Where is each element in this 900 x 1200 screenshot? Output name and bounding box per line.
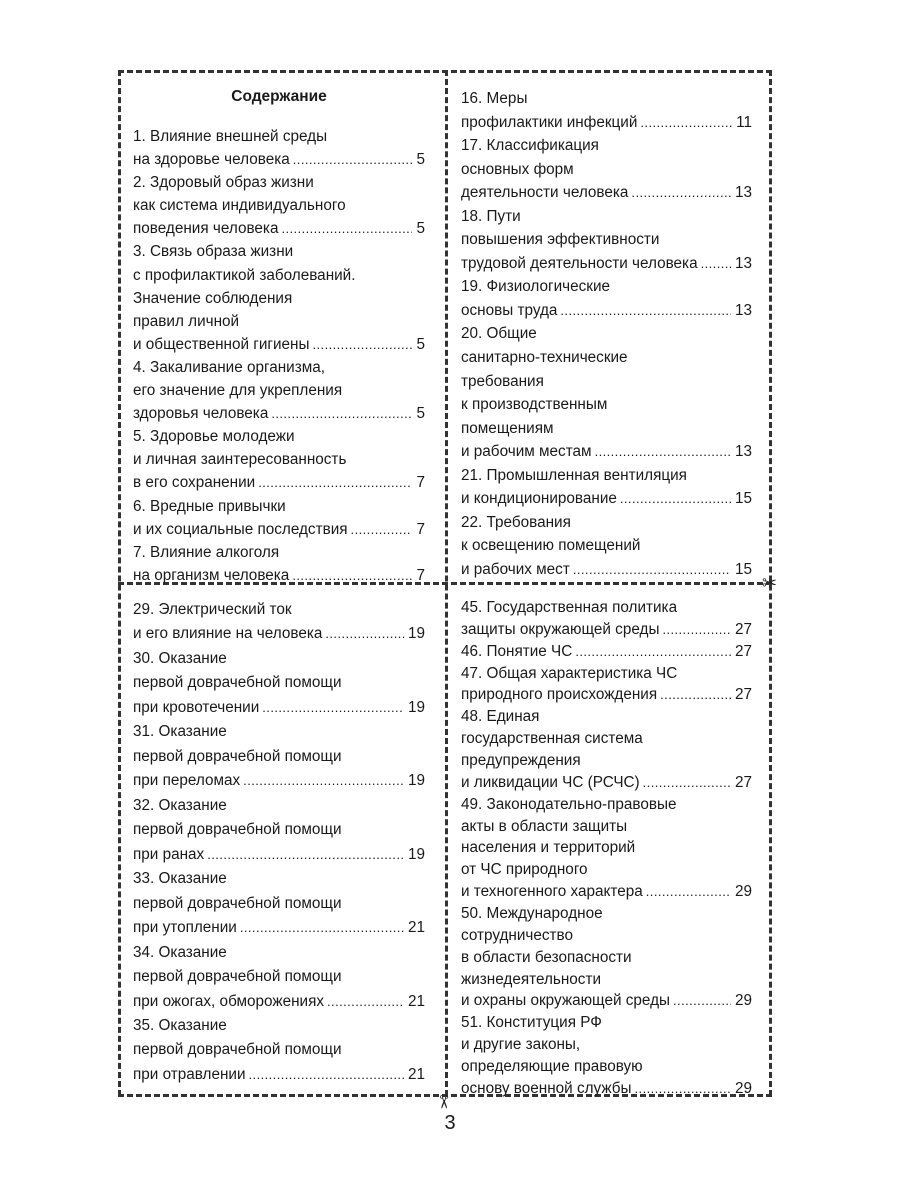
toc-entry-line: с профилактикой заболеваний. (133, 266, 356, 284)
dot-leader (258, 471, 412, 494)
toc-entry-text: и кондиционирование (461, 490, 617, 508)
toc-entry-text: на здоровье человека (133, 151, 290, 169)
toc-entry-line: населения и территорий (461, 839, 636, 857)
dot-leader (271, 402, 412, 425)
toc-list-bottom-right (461, 597, 752, 1100)
toc-entry-last-line (461, 558, 752, 582)
toc-entry (461, 641, 752, 663)
toc-page-number: 5 (416, 220, 425, 238)
toc-entry-line: повышения эффективности (461, 231, 660, 249)
toc-entry-line: 51. Конституция РФ (461, 1014, 602, 1032)
toc-entry-last-line (133, 916, 425, 940)
toc-entry-line: 2. Здоровый образ жизни (133, 174, 314, 192)
toc-entry-line: 22. Требования (461, 513, 571, 531)
toc-entry (133, 125, 425, 171)
toc-entry-last-line (133, 1063, 425, 1087)
toc-entry-line: его значение для укрепления (133, 382, 343, 400)
toc-entry-line: 5. Здоровье молодежи (133, 428, 295, 446)
toc-entry-last-line (461, 684, 752, 706)
toc-page-number: 27 (734, 620, 752, 638)
toc-entry-line: требования (461, 372, 544, 390)
toc-entry (461, 511, 752, 582)
toc-entry-line: 1. Влияние внешней среды (133, 128, 328, 145)
toc-entry-line: 18. Пути (461, 207, 521, 225)
toc-entry-last-line (133, 217, 425, 240)
toc-entry-text: при ранах (133, 845, 205, 863)
toc-entry-line: первой доврачебной помощи (133, 747, 342, 765)
cell-top-right (461, 87, 752, 581)
toc-entry-text: основы труда (461, 301, 558, 319)
toc-entry (461, 706, 752, 793)
toc-entry-last-line (461, 181, 752, 205)
toc-entry-last-line (133, 564, 425, 587)
toc-entry-text: и его влияние на человека (133, 625, 323, 643)
toc-page-number: 7 (416, 566, 425, 584)
toc-page-number: 15 (734, 490, 752, 508)
toc-entry-text: природного происхождения (461, 686, 658, 704)
dot-leader (240, 916, 404, 940)
toc-entry-line: акты в области защиты (461, 817, 628, 835)
toc-entry-line: 47. Общая характеристика ЧС (461, 664, 678, 682)
dot-leader (662, 619, 731, 641)
toc-entry (133, 647, 425, 720)
toc-page-number: 27 (734, 773, 752, 791)
toc-entry-last-line (133, 148, 425, 171)
toc-page-number: 29 (734, 1079, 752, 1097)
toc-entry-last-line (461, 881, 752, 903)
toc-entry (133, 356, 425, 425)
dot-leader (281, 217, 412, 240)
cell-bottom-left (133, 598, 425, 1087)
toc-page-number: 27 (734, 642, 752, 660)
toc-entry-last-line (133, 843, 425, 867)
toc-entry (461, 134, 752, 205)
toc-entry-line: 50. Международное (461, 905, 603, 923)
toc-entry-line: 4. Закаливание организма, (133, 358, 326, 376)
toc-entry-text: и техногенного характера (461, 883, 643, 901)
dot-leader (243, 769, 404, 793)
dot-leader (631, 181, 731, 205)
toc-page-number: 29 (734, 992, 752, 1010)
toc-entry-line: и другие законы, (461, 1036, 581, 1054)
toc-entry (133, 425, 425, 494)
toc-entry-last-line (133, 333, 425, 356)
toc-page-number: 27 (734, 686, 752, 704)
dot-leader (635, 1078, 731, 1100)
toc-entry-text: трудовой деятельности человека (461, 254, 698, 272)
toc-entry-text: профилактики инфекций (461, 113, 638, 131)
toc-entry-line: сотрудничество (461, 926, 573, 944)
toc-entry-line: 48. Единая (461, 708, 540, 726)
toc-page-number: 5 (416, 151, 425, 169)
toc-entry-line: помещениям (461, 419, 554, 437)
toc-entry (461, 205, 752, 276)
toc-entry-text: здоровья человека (133, 405, 269, 423)
scissors-icon-bottom: ✂ (433, 1094, 454, 1110)
toc-entry-line: в области безопасности (461, 948, 632, 966)
toc-list-bottom-left (133, 598, 425, 1087)
toc-entry-line: первой доврачебной помощи (133, 821, 342, 839)
toc-entry-text: при кровотечении (133, 698, 260, 716)
toc-entry (461, 322, 752, 463)
dot-leader (595, 440, 731, 464)
toc-entry-line: 34. Оказание (133, 943, 227, 961)
toc-entry-line: 19. Физиологические (461, 278, 611, 296)
toc-entry-text: и их социальные последствия (133, 520, 348, 538)
toc-entry-line: первой доврачебной помощи (133, 1041, 342, 1059)
toc-page-number: 13 (734, 254, 752, 272)
dot-leader (249, 1063, 404, 1087)
dot-leader (325, 622, 404, 646)
toc-page-number: 21 (407, 919, 425, 937)
toc-entry-line: 3. Связь образа жизни (133, 243, 294, 261)
toc-entry (133, 1014, 425, 1087)
toc-page-number: 29 (734, 883, 752, 901)
toc-entry-text: 46. Понятие ЧС (461, 642, 573, 660)
toc-entry (133, 720, 425, 793)
toc-entry-text: при отравлении (133, 1065, 246, 1083)
toc-entry-line: от ЧС природного (461, 861, 588, 879)
toc-entry-line: к производственным (461, 396, 608, 414)
toc-entry (461, 597, 752, 641)
toc-entry (133, 240, 425, 355)
dot-leader (701, 252, 731, 276)
toc-page-number: 13 (734, 184, 752, 202)
toc-page-number: 5 (416, 405, 425, 423)
toc-entry-last-line (461, 1078, 752, 1100)
toc-page-number: 21 (407, 1065, 425, 1083)
toc-entry-text: и рабочим местам (461, 443, 592, 461)
dot-leader (207, 843, 404, 867)
toc-entry-line: основных форм (461, 160, 574, 178)
toc-entry-text: при утоплении (133, 919, 237, 937)
toc-page-number: 19 (407, 625, 425, 643)
dot-leader (560, 299, 731, 323)
toc-entry-last-line (461, 299, 752, 323)
toc-entry (133, 541, 425, 587)
toc-entry-line: 20. Общие (461, 325, 537, 343)
toc-page-number: 5 (416, 335, 425, 353)
dot-leader (313, 333, 413, 356)
toc-entry-last-line (461, 772, 752, 794)
toc-list-top-left (133, 125, 425, 587)
toc-entry (461, 464, 752, 511)
toc-entry-text: и охраны окружающей среды (461, 992, 671, 1010)
toc-entry-text: основу военной службы (461, 1079, 632, 1097)
toc-entry-last-line (133, 622, 425, 646)
toc-entry-line: 30. Оказание (133, 649, 227, 667)
dot-leader (643, 772, 731, 794)
dot-leader (292, 564, 412, 587)
toc-entry (461, 87, 752, 134)
toc-entry-line: 6. Вредные привычки (133, 497, 286, 515)
toc-entry-text: поведения человека (133, 220, 279, 238)
dot-leader (573, 558, 731, 582)
toc-entry (133, 867, 425, 940)
toc-entry (461, 275, 752, 322)
dot-leader (351, 518, 413, 541)
toc-entry (461, 663, 752, 707)
toc-entry (461, 903, 752, 1012)
toc-page-number: 19 (407, 772, 425, 790)
toc-entry (133, 941, 425, 1014)
toc-entry-line: 49. Законодательно-правовые (461, 795, 677, 813)
toc-entry-line: 45. Государственная политика (461, 599, 678, 616)
toc-page-number: 13 (734, 443, 752, 461)
toc-entry-last-line (461, 641, 752, 663)
toc-list-top-right (461, 87, 752, 581)
toc-entry-last-line (461, 111, 752, 135)
toc-entry-line: санитарно-технические (461, 349, 628, 367)
toc-entry-line: 31. Оказание (133, 723, 227, 741)
toc-entry-line: 21. Промышленная вентиляция (461, 466, 687, 484)
dot-leader (262, 696, 404, 720)
dot-leader (640, 111, 732, 135)
toc-entry-last-line (133, 471, 425, 494)
toc-entry-line: 17. Классификация (461, 137, 599, 155)
toc-entry-last-line (133, 990, 425, 1014)
toc-entry-text: защиты окружающей среды (461, 620, 660, 638)
dot-leader (673, 990, 731, 1012)
toc-entry-line: первой доврачебной помощи (133, 894, 342, 912)
toc-entry-line: как система индивидуального (133, 197, 346, 215)
toc-title: Содержание (231, 88, 327, 105)
toc-page-number: 11 (736, 113, 752, 131)
toc-entry-text: и общественной гигиены (133, 335, 310, 353)
toc-entry-last-line (461, 619, 752, 641)
scissors-icon-right: ✂ (762, 573, 778, 593)
toc-entry-text: при переломах (133, 772, 241, 790)
toc-entry-text: и рабочих мест (461, 560, 570, 578)
toc-entry-text: при ожогах, обморожениях (133, 992, 325, 1010)
toc-entry (461, 794, 752, 903)
toc-entry-line: правил личной (133, 312, 240, 330)
toc-page-number: 19 (407, 698, 425, 716)
toc-page-number: 15 (734, 560, 752, 578)
toc-entry-last-line (133, 769, 425, 793)
toc-entry (133, 171, 425, 240)
page-number: 3 (444, 1112, 456, 1134)
toc-entry-text: деятельности человека (461, 184, 629, 202)
toc-entry (133, 598, 425, 647)
toc-entry-line: 32. Оказание (133, 796, 227, 814)
toc-entry-line: 16. Меры (461, 90, 528, 107)
toc-entry (461, 1012, 752, 1099)
toc-page-number: 7 (416, 520, 425, 538)
toc-entry-line: государственная система (461, 730, 643, 748)
toc-entry (133, 495, 425, 541)
toc-entry-line: к освещению помещений (461, 537, 641, 555)
dot-leader (327, 990, 404, 1014)
toc-entry-line: предупреждения (461, 752, 581, 770)
toc-entry-last-line (461, 990, 752, 1012)
dot-leader (575, 641, 731, 663)
toc-entry-text: на организм человека (133, 566, 290, 584)
toc-entry-last-line (461, 487, 752, 511)
toc-entry-line: 33. Оказание (133, 870, 227, 888)
cell-bottom-right (461, 597, 752, 1100)
toc-entry (133, 794, 425, 867)
toc-entry-text: в его сохранении (133, 474, 256, 492)
toc-entry-line: определяющие правовую (461, 1058, 643, 1076)
toc-entry-last-line (133, 402, 425, 425)
dot-leader (660, 684, 731, 706)
toc-page-number: 13 (734, 301, 752, 319)
toc-entry-last-line (133, 518, 425, 541)
toc-entry-line: и личная заинтересованность (133, 451, 347, 469)
toc-entry-last-line (133, 696, 425, 720)
dot-leader (620, 487, 731, 511)
toc-entry-line: первой доврачебной помощи (133, 968, 342, 986)
cell-top-left (133, 70, 425, 587)
dot-leader (646, 881, 731, 903)
cut-line-middle-vertical (445, 70, 448, 1096)
toc-entry-line: 29. Электрический ток (133, 601, 292, 618)
dot-leader (293, 148, 413, 171)
toc-entry-last-line (461, 252, 752, 276)
toc-entry-line: Значение соблюдения (133, 289, 293, 307)
toc-entry-line: 7. Влияние алкоголя (133, 543, 280, 561)
toc-entry-last-line (461, 440, 752, 464)
toc-entry-text: и ликвидации ЧС (РСЧС) (461, 773, 640, 791)
toc-entry-line: жизнедеятельности (461, 970, 602, 988)
toc-page-number: 19 (407, 845, 425, 863)
toc-entry-line: 35. Оказание (133, 1016, 227, 1034)
toc-entry-line: первой доврачебной помощи (133, 674, 342, 692)
toc-page-number: 7 (416, 474, 425, 492)
toc-page-number: 21 (407, 992, 425, 1010)
